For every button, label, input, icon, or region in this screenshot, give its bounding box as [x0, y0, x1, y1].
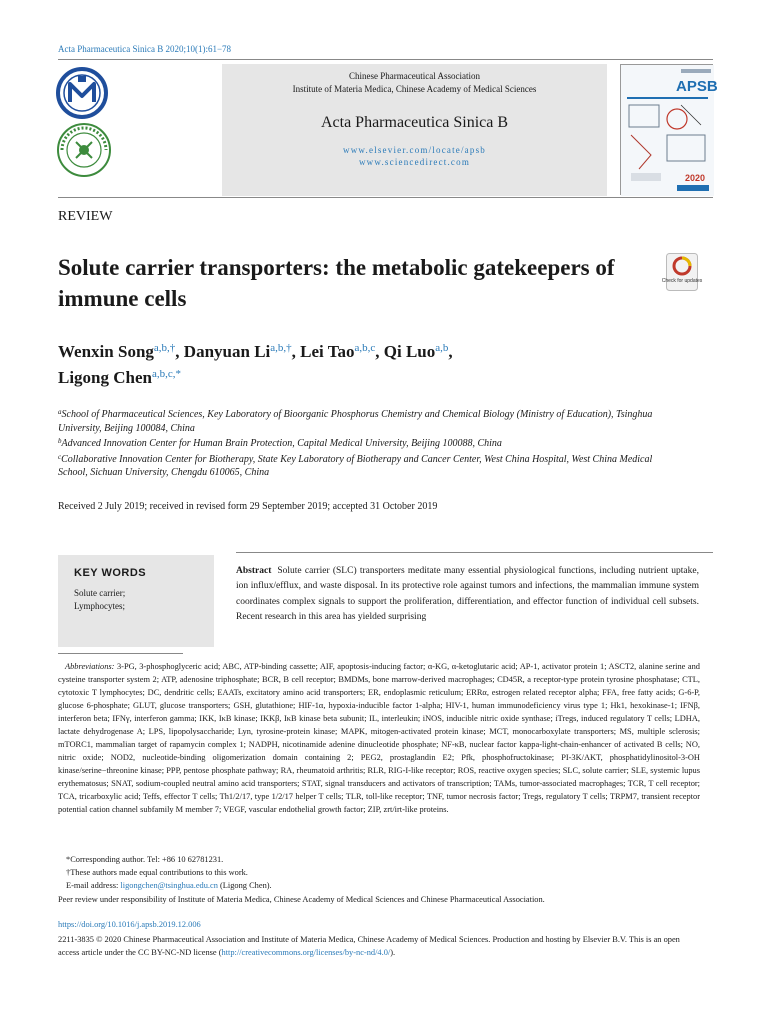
author-name[interactable]: Ligong Chen [58, 368, 152, 387]
affiliation-key: a [58, 408, 62, 416]
journal-citation[interactable]: Acta Pharmaceutica Sinica B 2020;10(1):61−78 [58, 44, 232, 54]
top-divider [58, 59, 713, 60]
cover-title: APSB [676, 78, 718, 95]
email-link[interactable]: ligongchen@tsinghua.edu.cn [120, 881, 218, 890]
email-suffix: (Ligong Chen). [220, 881, 272, 890]
email-note [66, 879, 272, 892]
copyright-text: 2211-3835 © 2020 Chinese Pharmaceutical Association and Institute of Materia Medica, Chinese Academy of Medical Sciences. Production and hosting by Elsevier B.V. This is an open access article under the CC BY-NC-ND license ( [58, 935, 680, 957]
affiliation-item: $^c$Collaborative Innovation Center for Biotherapy, State Key Laboratory of Biotherapy and Cancer Center, West China Hospital, West China Medical School, Sichuan University, Chengdu 610065, China [58, 452, 653, 479]
journal-cover-image [620, 64, 718, 195]
article-title: Solute carrier transporters: the metabolic gatekeepers of immune cells [58, 255, 615, 311]
check-for-updates-button[interactable] [661, 253, 703, 291]
keyword-item: Lymphocytes; [74, 601, 125, 611]
license-link[interactable]: http://creativecommons.org/licenses/by-nc-nd/4.0/ [221, 948, 391, 957]
affiliation-item: $^b$Advanced Innovation Center for Human Brain Protection, Capital Medical University, Beijing 100088, China [58, 437, 502, 450]
cpa-logo-icon [56, 122, 112, 178]
affiliation-list [58, 406, 658, 480]
affiliation-key: c [58, 452, 62, 461]
abbreviations-text: 3-PG, 3-phosphoglyceric acid; ABC, ATP-binding cassette; AIF, apoptosis-inducing factor; α-KG, α-ketoglutaric acid; AP-1, activator protein 1; ASCT2, alanine serine and cysteine transporter system 2; ATP, adenosine triphosphate; BCR, B cell receptor; BMDMs, bone marrow-derived macrophages; CD45R, a receptor-type protein tyrosine phosphatase; CTL, cytotoxic T lymphocytes; DC, dendritic cells; EAATs, excitatory amino acid transporters; ER, endoplasmic reticulum; ERRα, estrogen related receptor alpha; FFA, free fatty acids; G-6-P, glucose 6-phosphate; GLUT, glucose transporters; GSH, glutathione; HIF-1α, hypoxia-inducible factor 1-alpha; HIV-1, human immunodeficiency virus type 1; Hk1, hexokinase-1; IFNβ, interferon beta; IFNγ, interferon gamma; IKK, IκB kinase; IKKβ, IκB kinase beta subunit; IL, interleukin; iNOS, inducible nitric oxide synthase; iTregs, induced regulatory T cells; LDHA, lactate dehydrogenase A; LPS, lipopolysaccharide; Lyn, tyrosine-protein kinase; MAPK, mitogen-activated protein kinase; MCT, monocarboxylate transporters; MS, multiple sclerosis; mTORC1, mammalian target of rapamycin complex 1; NADPH, nicotinamide adenine dinucleotide phosphate; NF-κB, nuclear factor kappa-light-chain-enhancer of activated B cells; NO, nitric oxide; NOD2, nucleotide-binding oligomerization domain containing 2; PEG2, prostaglandin E2; Pfk, phosphofructokinase; PI-3K/AKT, phosphatidylinositol-3-OH kinase/serine−threonine kinase; PPP, pentose phosphate pathway; RA, rheumatoid arthritis; RLR, RIG-I-like receptor; ROS, reactive oxygen species; SLC, solute carrier; SLE, systemic lupus erythematosus; SNAT, sodium-coupled neutral amino acid transporters; STAT, signal transducers and activators of transcription; TAMs, tumor-associated macrophages; TCR, T cell receptor; TCA, tricarboxylic acid; Teffs, effector T cells; Th1/2/17, type 1/2/17 helper T cells; TLR, toll-like receptor; TNF, tumor necrosis factor; Tregs, regulatory T cells; TRPM7, transient receptor potential cation channel subfamily M member 7; VEGF, vascular endothelial growth factor; ZIP, zrt/irt-like proteins. [58, 662, 700, 814]
keywords-title: KEY WORDS [74, 567, 147, 579]
section-label: REVIEW [58, 209, 113, 224]
copyright-notice: 2211-3835 © 2020 Chinese Pharmaceutical Association and Institute of Materia Medica, Chinese Academy of Medical Sciences. Production and hosting by Elsevier B.V. This is an open access article under the CC BY-NC-ND license (http://creativecommons.org/licenses/by-nc-nd/4.0/). [58, 935, 680, 957]
peer-review-note: Peer review under responsibility of Institute of Materia Medica, Chinese Academy of Medical Sciences and Chinese Pharmaceutical Association. [58, 895, 545, 904]
footnote-divider [58, 653, 183, 654]
association-name: Chinese Pharmaceutical Association [349, 71, 480, 81]
check-updates-label: Check for updates [661, 278, 703, 284]
journal-masthead [222, 64, 607, 196]
abbreviations-label: Abbreviations: [65, 662, 115, 671]
author-name[interactable]: Wenxin Song [58, 342, 154, 361]
email-label: E-mail address: [66, 881, 119, 890]
author-affil-sup[interactable]: a,b,c,* [152, 368, 182, 380]
abstract [236, 564, 699, 626]
abbreviations-footnote [58, 660, 700, 816]
imm-logo-icon [56, 66, 108, 120]
article-dates: Received 2 July 2019; received in revised form 29 September 2019; accepted 31 October 2019 [58, 501, 438, 512]
corresponding-author-note: *Corresponding author. Tel: +86 10 62781231. [66, 855, 224, 864]
cover-year: 2020 [685, 173, 706, 183]
abstract-label: Abstract [236, 566, 272, 576]
journal-title: Acta Pharmaceutica Sinica B [320, 114, 509, 131]
journal-url-elsevier[interactable]: www.elsevier.com/locate/apsb [343, 145, 486, 155]
author-name[interactable]: Lei Tao [300, 342, 355, 361]
author-name[interactable]: Danyuan Li [183, 342, 271, 361]
keywords-box [58, 555, 214, 647]
header-divider [58, 197, 713, 198]
abstract-divider [236, 552, 713, 553]
author-affil-sup[interactable]: a,b,† [270, 342, 292, 354]
author-affil-sup[interactable]: a,b,† [153, 342, 176, 354]
equal-contribution-note: †These authors made equal contributions to this work. [66, 868, 248, 877]
affiliation-item: $^a$School of Pharmaceutical Sciences, Key Laboratory of Bioorganic Phosphorus Chemistry and Chemical Biology (Ministry of Education), Tsinghua University, Beijing 100084, China [58, 408, 653, 434]
keyword-item: Solute carrier; [74, 588, 126, 598]
author-affil-sup[interactable]: a,b,c [354, 342, 376, 354]
doi-link[interactable]: https://doi.org/10.1016/j.apsb.2019.12.006 [58, 920, 201, 929]
author-list: Wenxin Song$^{a,b,\dagger}$, Danyuan $Li^{a,b,\dagger}$, Lei Tao$^{a,b,c}$, Qi Luo$^{a,b}$, Ligong Chen$^{a,b,c,*}$ [58, 342, 453, 387]
institute-name: Institute of Materia Medica, Chinese Academy of Medical Sciences [292, 84, 537, 94]
author-affil-sup[interactable]: a,b [435, 342, 449, 354]
affiliation-key: b [58, 437, 62, 446]
journal-url-sciencedirect[interactable]: www.sciencedirect.com [358, 157, 471, 167]
abstract-text: Solute carrier (SLC) transporters meditate many essential physiological functions, including nutrient uptake, ion influx/efflux, and waste disposal. In its protective role against tumors and infections, the mammalian immune system coordinates complex signals to support the proliferation, differentiation, and effector function of individual cell subsets. Recent research in this area has yielded surprising [236, 566, 699, 623]
author-name[interactable]: Qi Luo [383, 342, 436, 361]
